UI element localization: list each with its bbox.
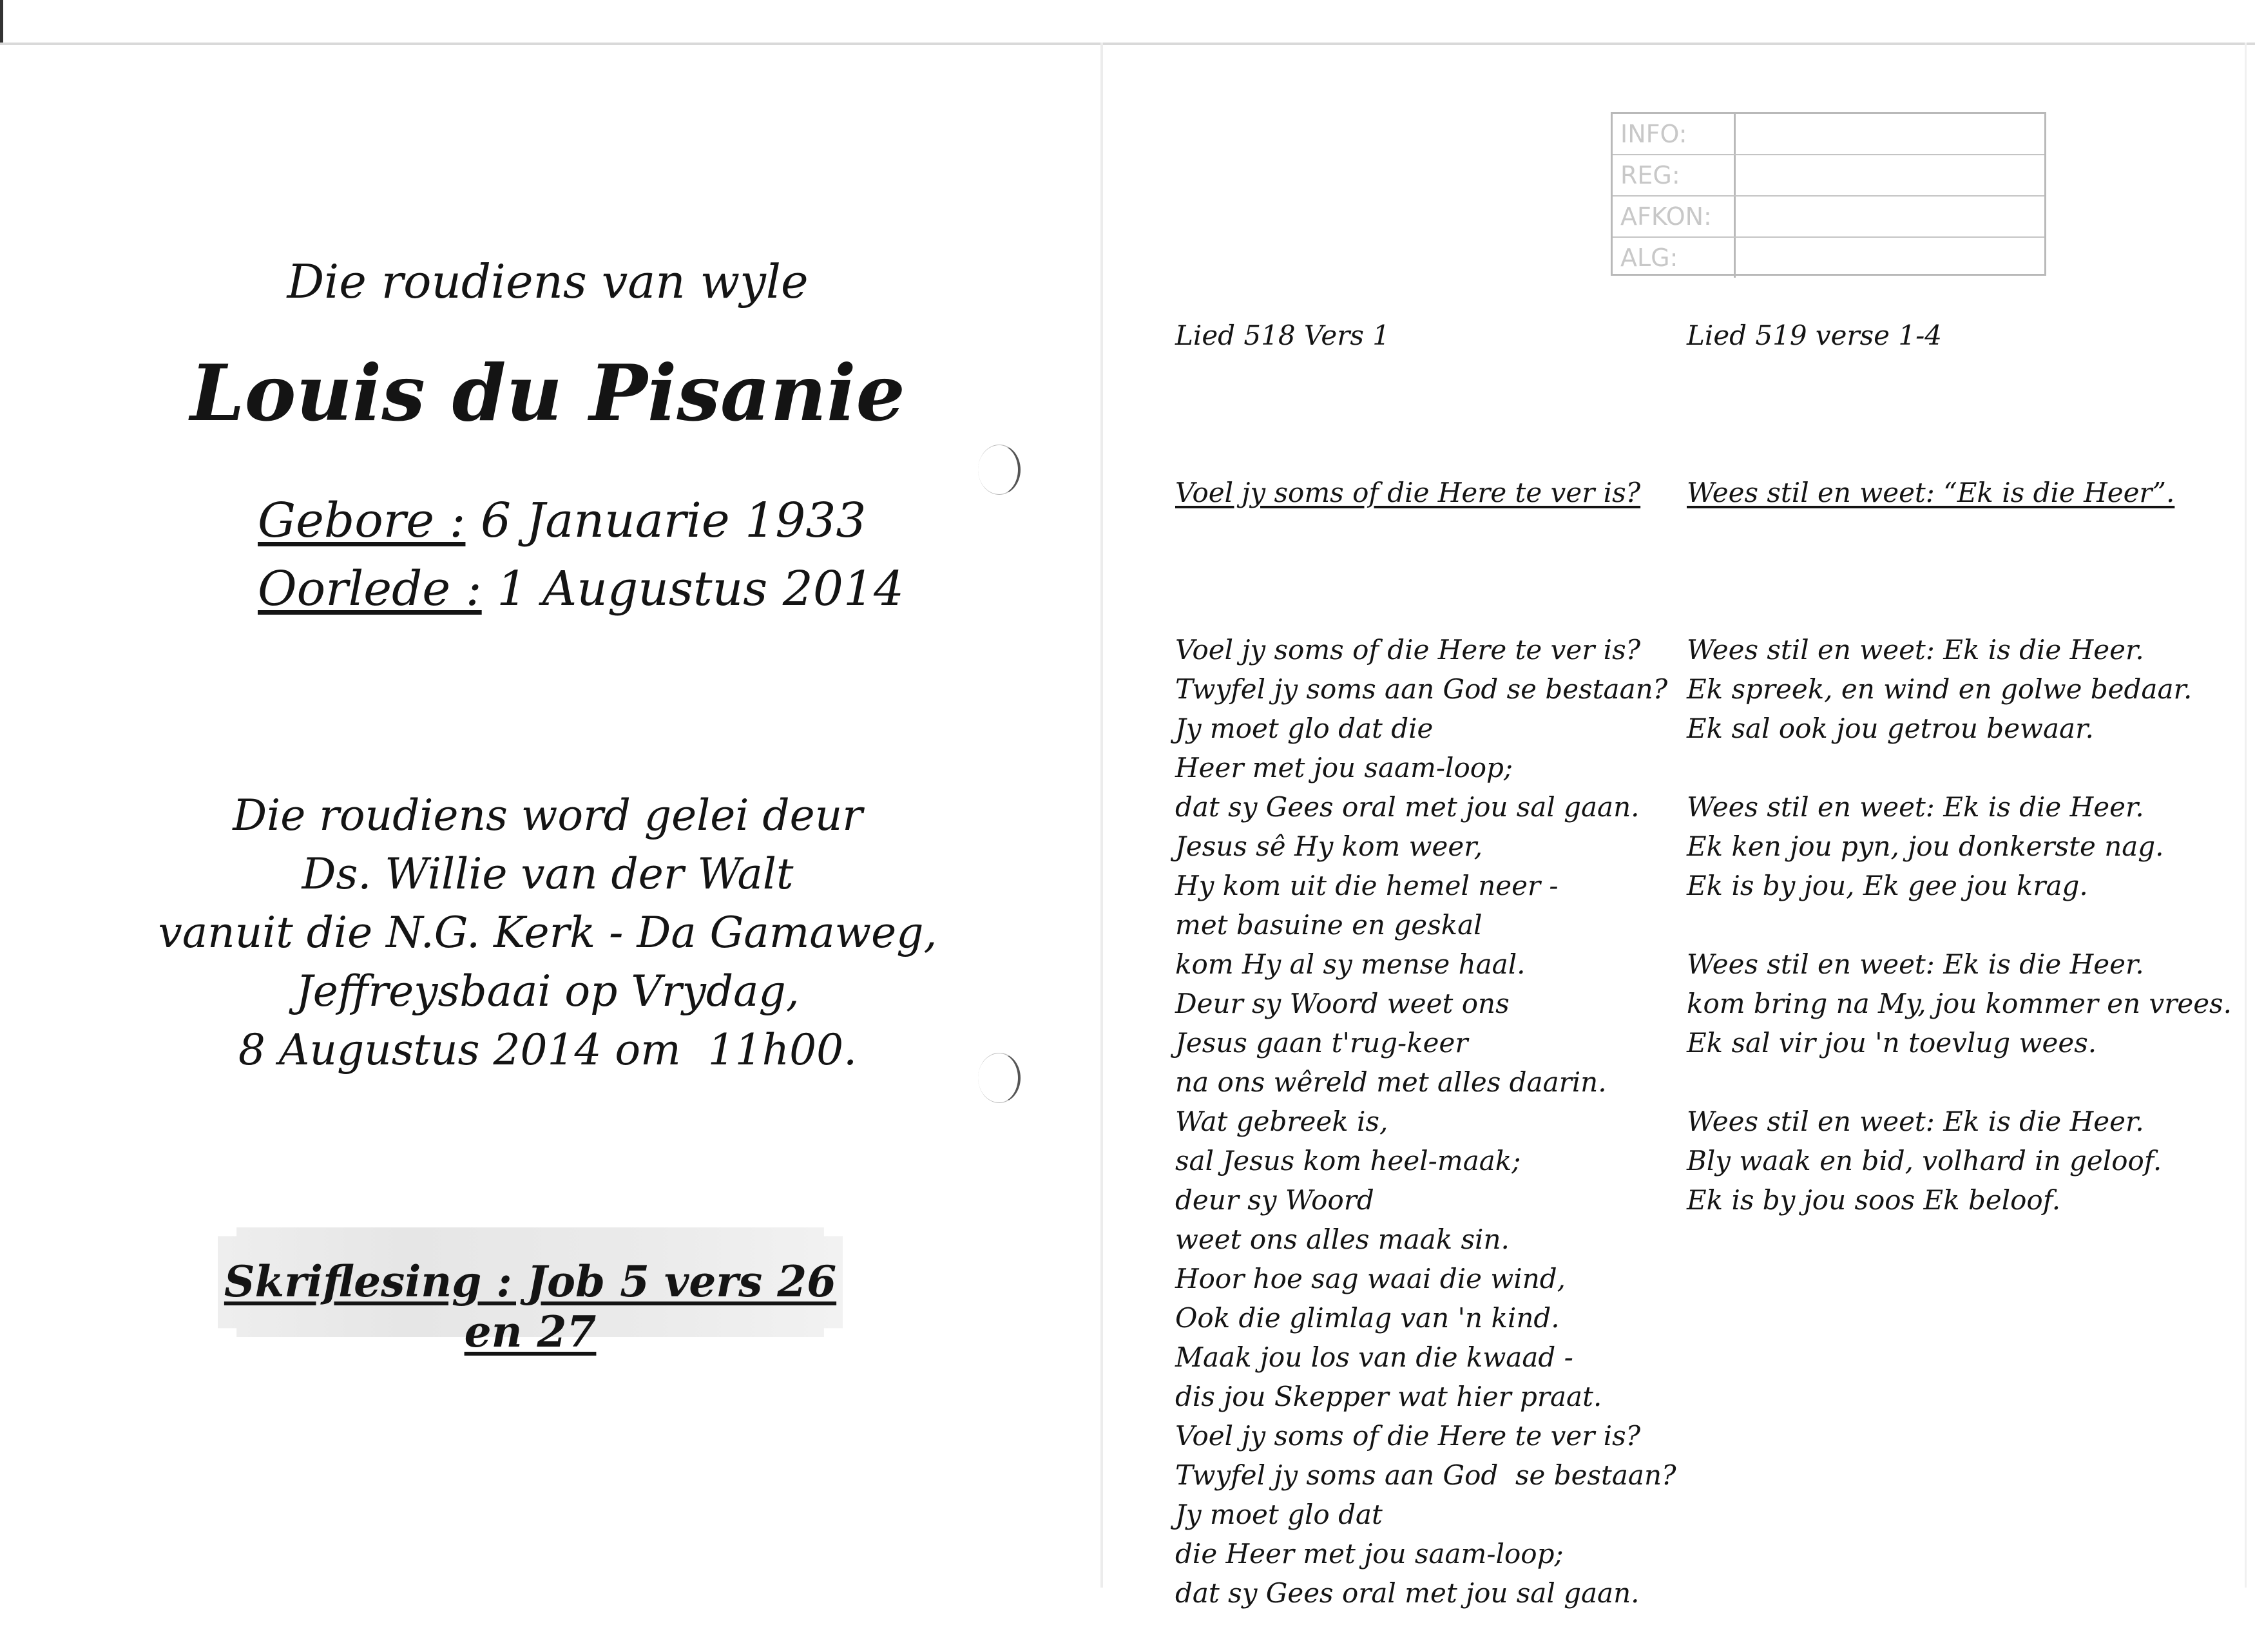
hymn-line: Hy kom uit die hemel neer - <box>1175 870 1559 901</box>
hymn-line: dat sy Gees oral met jou sal gaan. <box>1175 791 1640 823</box>
hymn-line: Ek sal vir jou 'n toevlug wees. <box>1687 1027 2097 1059</box>
hymn-line: Twyfel jy soms aan God se bestaan? <box>1175 1459 1676 1491</box>
hymn-line: Twyfel jy soms aan God se bestaan? <box>1175 673 1668 705</box>
hymn-line: kom Hy al sy mense haal. <box>1175 948 1526 980</box>
hymn-line: Jesus sê Hy kom weer, <box>1175 831 1483 862</box>
hymn-line: Wees stil en weet: Ek is die Heer. <box>1687 948 2144 980</box>
hymn-line: die Heer met jou saam-loop; <box>1175 1538 1564 1570</box>
stamp-label: ALG: <box>1613 238 1736 278</box>
intro-line: Die roudiens van wyle <box>287 255 809 309</box>
verse-gap <box>1687 905 2232 945</box>
died-label: Oorlede : <box>258 561 482 617</box>
hymn-line: Ek ken jou pyn, jou donkerste nag. <box>1687 831 2164 862</box>
hymn-518-column <box>1175 237 1676 1652</box>
stamp-row <box>1613 155 2044 197</box>
hymn-line: Bly waak en bid, volhard in geloof. <box>1687 1145 2162 1177</box>
hymn-519-title: Wees stil en weet: “Ek is die Heer”. <box>1687 477 2175 508</box>
hymn-line: weet ons alles maak sin. <box>1175 1224 1510 1255</box>
stamp-label: AFKON: <box>1613 197 1736 236</box>
hymn-line: Jy moet glo dat <box>1175 1499 1383 1530</box>
born-row <box>258 486 904 555</box>
hymn-518-heading: Lied 518 Vers 1 <box>1175 320 1390 351</box>
hymn-519-column <box>1687 237 2232 1259</box>
hymn-518-title: Voel jy soms of die Here te ver is? <box>1175 477 1641 508</box>
hymn-line: Maak jou los van die kwaad - <box>1175 1341 1573 1373</box>
hymn-line: dis jou Skepper wat hier praat. <box>1175 1381 1602 1412</box>
hymn-line: Ek is by jou, Ek gee jou krag. <box>1687 870 2088 901</box>
hymn-line: Jy moet glo dat die <box>1175 713 1434 744</box>
hymn-line: Ek is by jou soos Ek beloof. <box>1687 1184 2061 1216</box>
service-line: Die roudiens word gelei deur <box>233 791 863 840</box>
scripture-reading: Skriflesing : Job 5 vers 26 en 27 <box>224 1256 837 1357</box>
hymn-line: Heer met jou saam-loop; <box>1175 752 1513 783</box>
stamp-label: REG: <box>1613 155 1736 195</box>
stamp-label: INFO: <box>1613 114 1736 154</box>
service-details <box>0 786 1095 1079</box>
hymn-line: Voel jy soms of die Here te ver is? <box>1175 634 1641 666</box>
page-right-edge <box>2245 43 2247 1588</box>
verse-gap <box>1687 748 2232 787</box>
hymn-line: kom bring na My, jou kommer en vrees. <box>1687 988 2232 1019</box>
hymn-line: dat sy Gees oral met jou sal gaan. <box>1175 1577 1640 1609</box>
memorial-cover <box>0 0 1095 1588</box>
hymn-519-heading: Lied 519 verse 1-4 <box>1687 320 1942 351</box>
service-line: Jeffreysbaai op Vrydag, <box>296 966 800 1016</box>
deceased-name: Louis du Pisanie <box>190 348 905 439</box>
born-label: Gebore : <box>258 493 466 548</box>
hymn-line: sal Jesus kom heel-maak; <box>1175 1145 1521 1177</box>
verse-gap <box>1687 1062 2232 1102</box>
hymn-518-lines <box>1175 630 1676 1613</box>
hymn-line: Wees stil en weet: Ek is die Heer. <box>1687 1106 2144 1137</box>
hymn-line: met basuine en geskal <box>1175 909 1483 941</box>
died-row <box>258 555 904 623</box>
hymn-519-lines <box>1687 630 2232 1220</box>
hymn-line: Wat gebreek is, <box>1175 1106 1388 1137</box>
stamp-row <box>1613 197 2044 238</box>
died-value: 1 Augustus 2014 <box>497 561 905 617</box>
hymn-line: deur sy Woord <box>1175 1184 1374 1216</box>
hymn-line: na ons wêreld met alles daarin. <box>1175 1066 1607 1098</box>
hymn-line: Ook die glimlag van 'n kind. <box>1175 1302 1560 1334</box>
born-value: 6 Januarie 1933 <box>480 493 867 548</box>
hymn-line: Voel jy soms of die Here te ver is? <box>1175 1420 1641 1452</box>
hymn-line: Wees stil en weet: Ek is die Heer. <box>1687 791 2144 823</box>
hymn-line: Wees stil en weet: Ek is die Heer. <box>1687 634 2144 666</box>
stamp-row <box>1613 114 2044 155</box>
hymn-line: Deur sy Woord weet ons <box>1175 988 1510 1019</box>
dates-block <box>258 486 904 623</box>
page-fold <box>1100 43 1103 1588</box>
service-line: 8 Augustus 2014 om 11h00. <box>238 1025 858 1075</box>
service-line: Ds. Willie van der Walt <box>302 849 794 899</box>
hymn-line: Ek spreek, en wind en golwe bedaar. <box>1687 673 2193 705</box>
hymn-line: Hoor hoe sag waai die wind, <box>1175 1263 1566 1294</box>
service-line: vanuit die N.G. Kerk - Da Gamaweg, <box>158 908 937 957</box>
hymn-line: Ek sal ook jou getrou bewaar. <box>1687 713 2094 744</box>
hymn-line: Jesus gaan t'rug-keer <box>1175 1027 1468 1059</box>
